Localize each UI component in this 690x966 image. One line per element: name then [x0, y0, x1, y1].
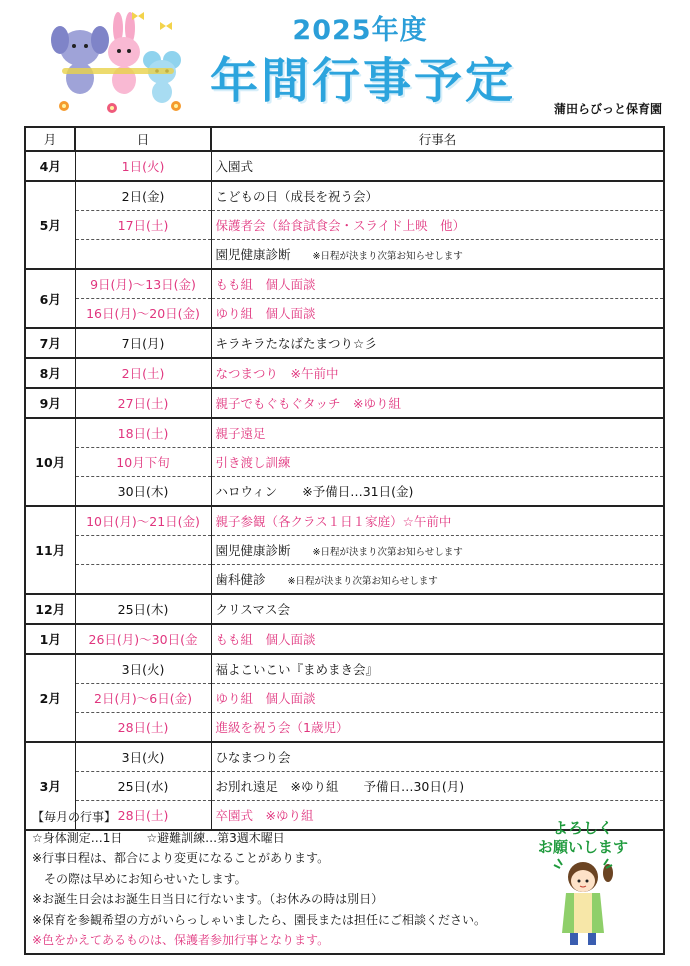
table-row	[25, 448, 664, 477]
event-name: 引き渡し訓練	[215, 455, 291, 470]
month-cell: 3月	[25, 742, 75, 830]
date-cell: 2日(月)～6日(金)	[75, 684, 211, 713]
header-month: 月	[25, 127, 75, 151]
date-cell: 27日(土)	[75, 388, 211, 418]
event-cell	[211, 358, 664, 388]
event-name: 卒園式 ※ゆり組	[215, 808, 314, 823]
date-cell: 25日(木)	[75, 594, 211, 624]
date-cell: 7日(月)	[75, 328, 211, 358]
event-name: こどもの日（成長を祝う会）	[215, 189, 379, 204]
event-cell	[211, 181, 664, 211]
table-row	[25, 684, 664, 713]
event-cell	[211, 477, 664, 507]
month-cell: 7月	[25, 328, 75, 358]
event-name: 園児健康診断	[215, 247, 291, 262]
table-row	[25, 742, 664, 772]
date-cell: 3日(火)	[75, 742, 211, 772]
table-row	[25, 211, 664, 240]
table-row	[25, 713, 664, 743]
table-header-row	[25, 127, 664, 151]
event-cell	[211, 269, 664, 299]
table-body	[25, 151, 664, 830]
event-cell	[211, 418, 664, 448]
month-cell: 12月	[25, 594, 75, 624]
table-row	[25, 328, 664, 358]
event-name: キラキラたなばたまつり☆彡	[215, 336, 377, 351]
month-cell: 11月	[25, 506, 75, 594]
event-name: なつまつり ※午前中	[215, 366, 339, 381]
event-name: ゆり組 個人面談	[215, 306, 316, 321]
event-cell	[211, 448, 664, 477]
mascot-animals-illustration	[48, 8, 188, 116]
date-cell: 9日(月)～13日(金)	[75, 269, 211, 299]
event-name: 進級を祝う会（1歳児）	[215, 720, 349, 735]
event-name: お別れ遠足 ※ゆり組 予備日…30日(月)	[215, 779, 465, 794]
month-cell: 5月	[25, 181, 75, 269]
event-cell	[211, 536, 664, 565]
notice-line: ※保育を参観希望の方がいらっしゃいましたら、園長または担任にご相談ください。	[32, 912, 487, 927]
event-cell	[211, 211, 664, 240]
date-cell: 30日(木)	[75, 477, 211, 507]
date-cell	[75, 240, 211, 270]
event-note: ※日程が決まり次第お知らせします	[312, 547, 463, 558]
page-title: 年間行事予定	[209, 53, 516, 109]
event-name: 保護者会（給食試食会・スライド上映 他）	[215, 218, 466, 233]
date-cell: 26日(月)～30日(金	[75, 624, 211, 654]
event-cell	[211, 624, 664, 654]
header-date: 日	[75, 127, 211, 151]
table-row	[25, 299, 664, 329]
table-row	[25, 654, 664, 684]
event-schedule-table	[24, 126, 665, 831]
event-cell	[211, 506, 664, 536]
date-cell	[75, 536, 211, 565]
date-cell: 2日(金)	[75, 181, 211, 211]
month-cell: 4月	[25, 151, 75, 181]
table-row	[25, 477, 664, 507]
date-cell: 1日(火)	[75, 151, 211, 181]
table-row	[25, 772, 664, 801]
event-note: ※日程が決まり次第お知らせします	[312, 251, 463, 262]
date-cell: 18日(土)	[75, 418, 211, 448]
table-row	[25, 240, 664, 270]
monthly-heading: 【毎月の行事】	[32, 810, 117, 824]
table-row	[25, 269, 664, 299]
table-row	[25, 624, 664, 654]
event-name: 園児健康診断	[215, 543, 291, 558]
event-cell	[211, 328, 664, 358]
event-cell	[211, 772, 664, 801]
greeting-girl-illustration	[528, 815, 638, 950]
event-name: 歯科健診	[215, 572, 266, 587]
date-cell: 10日(月)～21日(金)	[75, 506, 211, 536]
table-row	[25, 388, 664, 418]
date-cell: 17日(土)	[75, 211, 211, 240]
table-row	[25, 418, 664, 448]
event-name: ひなまつり会	[215, 750, 291, 765]
event-name: ハロウィン ※予備日…31日(金)	[215, 484, 414, 499]
event-cell	[211, 388, 664, 418]
monthly-line: ☆身体測定…1日 ☆避難訓練…第3週木曜日	[32, 830, 285, 845]
month-cell: 6月	[25, 269, 75, 328]
month-cell: 2月	[25, 654, 75, 742]
month-cell: 8月	[25, 358, 75, 388]
date-cell: 28日(土)	[75, 713, 211, 743]
table-row	[25, 536, 664, 565]
header-event: 行事名	[211, 127, 664, 151]
event-name: クリスマス会	[215, 602, 291, 617]
table-row	[25, 181, 664, 211]
event-cell	[211, 151, 664, 181]
notice-line: ※お誕生日会はお誕生日当日に行ないます。（お休みの時は別日）	[32, 892, 384, 906]
event-name: 親子でもぐもぐタッチ ※ゆり組	[215, 396, 401, 411]
table-row	[25, 151, 664, 181]
greeting-text-1: よろしく	[552, 819, 614, 837]
table-row	[25, 506, 664, 536]
date-cell	[75, 565, 211, 595]
event-cell	[211, 565, 664, 595]
notice-line-pink: ※色をかえてあるものは、保護者参加行事となります。	[32, 933, 330, 947]
event-name: 親子遠足	[215, 426, 266, 441]
date-cell: 2日(土)	[75, 358, 211, 388]
table-row	[25, 594, 664, 624]
event-cell	[211, 299, 664, 329]
table-row	[25, 358, 664, 388]
event-name: 福よこいこい『まめまき会』	[215, 662, 379, 677]
event-name: 親子参観（各クラス１日１家庭）☆午前中	[215, 514, 452, 529]
month-cell: 10月	[25, 418, 75, 506]
event-note: ※日程が決まり次第お知らせします	[287, 576, 438, 587]
notice-line: その際は早めにお知らせいたします。	[32, 871, 247, 886]
event-cell	[211, 594, 664, 624]
event-cell	[211, 742, 664, 772]
event-name: 入園式	[215, 159, 254, 174]
event-name: ゆり組 個人面談	[215, 691, 316, 706]
month-cell: 1月	[25, 624, 75, 654]
date-cell: 28日(土)	[75, 801, 211, 831]
date-cell: 16日(月)～20日(金)	[75, 299, 211, 329]
event-name: もも組 個人面談	[215, 632, 316, 647]
event-name: もも組 個人面談	[215, 277, 316, 292]
notice-line: ※行事日程は、都合により変更になることがあります。	[32, 851, 330, 865]
event-cell	[211, 713, 664, 743]
event-cell	[211, 684, 664, 713]
date-cell: 3日(火)	[75, 654, 211, 684]
year-title: 2025年度	[292, 15, 428, 46]
event-cell	[211, 654, 664, 684]
greeting-text-2: お願いします	[537, 838, 629, 856]
table-row	[25, 565, 664, 595]
date-cell: 10月下旬	[75, 448, 211, 477]
month-cell: 9月	[25, 388, 75, 418]
event-cell	[211, 240, 664, 270]
school-name: 蒲田らびっと保育園	[553, 102, 662, 116]
date-cell: 25日(水)	[75, 772, 211, 801]
